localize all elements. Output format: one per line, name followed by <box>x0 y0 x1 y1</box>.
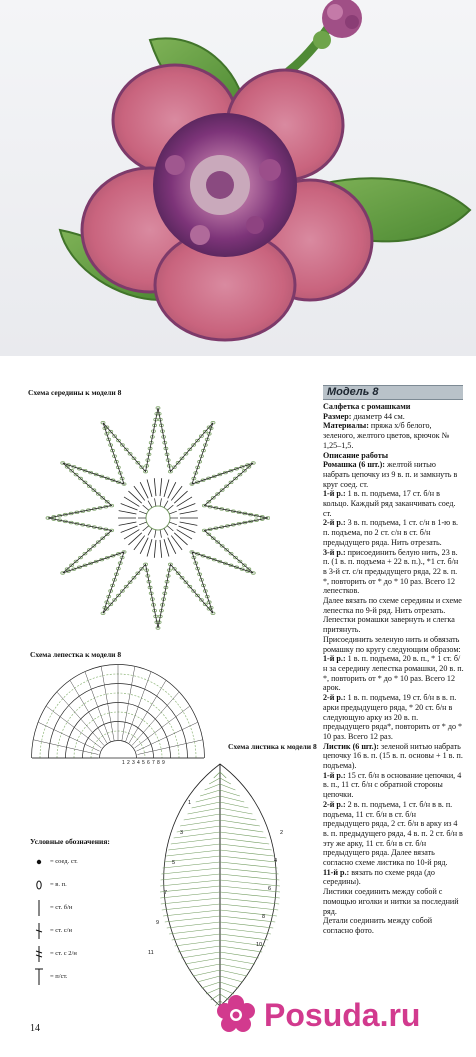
last-line: Детали соединить между собой согласно фото. <box>323 916 433 935</box>
petal-row-label: 9 <box>162 760 165 766</box>
leaf-stitch <box>220 856 276 862</box>
petal-row-label: 1 <box>122 760 125 766</box>
leaf-stitch <box>220 832 266 838</box>
stitch <box>160 540 162 558</box>
legend-label: = ст. б/н <box>50 904 73 911</box>
stitch <box>121 504 138 511</box>
leaf-stitch <box>220 922 273 928</box>
leaf-stitch <box>220 916 275 922</box>
leaf-stitch <box>220 892 280 898</box>
leaf-stitch <box>172 934 220 940</box>
row2-line: 2-й р.: 3 в. п. подъема, 1 ст. с/н в 1-ю в. п. подъема, по 2 ст. с/н в ст. б/н предыдущего ряда. Нить отрезать. <box>323 518 459 547</box>
leaf-row-label: 6 <box>268 886 272 892</box>
stitch <box>121 526 138 533</box>
leaf-stitch <box>220 928 271 934</box>
description-heading: Описание работы <box>323 450 389 460</box>
petal-spoke <box>101 667 114 741</box>
leaf-stitch <box>220 862 277 868</box>
petal-spoke <box>122 667 135 741</box>
leaf-stitch <box>192 802 220 808</box>
legend-label: = ст. с/н <box>50 927 72 934</box>
leaf-stitch <box>200 790 220 796</box>
petal-row-label: 6 <box>147 760 150 766</box>
leaf-stitch <box>220 934 268 940</box>
materials-line: Материалы: пряжа х/б белого, зеленого, желтого цветов, крючок № 1,25–1,5. <box>323 421 450 450</box>
petal-row-label: 8 <box>157 760 160 766</box>
petal-diagram-title: Схема лепестка к модели 8 <box>30 650 122 659</box>
leaf-stitch <box>214 772 220 778</box>
petal-row-label: 4 <box>137 760 140 766</box>
daisy-line: Ромашка (6 шт.): желтой нитью набрать цепочку из 9 в. п. и замкнуть в круг соед. ст. <box>323 460 458 489</box>
stitch <box>154 478 156 496</box>
stitch <box>139 522 147 525</box>
leaf-stitch <box>161 874 220 880</box>
model-label: Модель 8 <box>327 386 379 398</box>
stitch <box>148 528 152 535</box>
leaf-stitch <box>166 850 220 856</box>
leaf-row-label: 2 <box>280 830 284 836</box>
stitch <box>155 530 156 538</box>
crochet-flower-photo <box>0 0 476 356</box>
leaf-row-label: 8 <box>262 914 266 920</box>
leaf-stitch <box>220 808 252 814</box>
petals-line: Лепестки ромашки завернуть и слегка притянуть. <box>323 615 455 635</box>
size-line: Размер: диаметр 44 см. <box>323 411 405 421</box>
row1-line: 1-й р.: 1 в. п. подъема, 17 ст. б/н в кольцо. Каждый ряд заканчивать соед. ст. <box>323 489 456 518</box>
stitch <box>143 505 149 510</box>
legend-label: = соед. ст. <box>50 858 78 865</box>
leaf-stitch <box>220 904 278 910</box>
leaf-stitch <box>220 802 248 808</box>
leaf-stitch <box>220 784 235 790</box>
stitch <box>147 480 152 497</box>
stitch <box>167 505 173 510</box>
slip-stitch-icon <box>32 852 46 872</box>
legend-item <box>32 965 142 988</box>
instructions-title: Салфетка с ромашками <box>323 402 411 411</box>
legend-item <box>32 942 142 965</box>
leaf-stitch <box>220 778 231 784</box>
leaf-diagram <box>130 744 310 1014</box>
petal-row-label: 7 <box>152 760 155 766</box>
leaf-stitch <box>171 838 220 844</box>
leaf-stitch <box>220 772 226 778</box>
legend <box>32 850 142 988</box>
legend-label: = в. п. <box>50 881 67 888</box>
watermark <box>214 980 472 1050</box>
leaf-stitch <box>165 916 220 922</box>
stitch <box>167 526 173 531</box>
stitch <box>154 540 156 558</box>
petal-row-label: 5 <box>142 760 145 766</box>
leaf-stitch <box>220 844 272 850</box>
leaf-row-label: 1 <box>188 800 192 806</box>
leaf-stitch <box>184 814 220 820</box>
leaf-stitch <box>220 910 277 916</box>
double-crochet-icon <box>32 921 46 941</box>
legend-label: = ст. с 2/н <box>50 950 77 957</box>
leaf-stitch <box>161 868 220 874</box>
attach-line: Присоединить зеленую нить и обвязать ромашку по кругу следующим образом: 1-й р.: 1 в. п. подъема, 20 в. п., * 1 ст. б/н за середину лепестка ромашки, 20 в. п. *, повторить от * до * 10 раз. Всего 12 арок. <box>323 634 464 693</box>
stitch <box>179 526 196 533</box>
model-header-bar <box>323 385 463 400</box>
stitch <box>164 501 168 508</box>
leaf-stitch <box>168 844 220 850</box>
stitch <box>169 522 177 525</box>
join-line: Листики соединить между собой с помощью иголки и нитки за последний ряд. <box>323 887 459 916</box>
petal-spoke <box>85 672 110 741</box>
stitch <box>119 522 137 525</box>
leaf-row-label: 10 <box>256 942 263 948</box>
watermark-text: Posuda.ru <box>264 996 421 1033</box>
leaf-stitch <box>220 964 251 970</box>
leaf-row-label: 11 <box>148 950 154 956</box>
petal-row-label: 3 <box>132 760 135 766</box>
flower-logo-icon <box>214 993 258 1037</box>
leaf-stitch <box>209 778 220 784</box>
stitch <box>148 501 152 508</box>
leaf-stitch <box>220 898 279 904</box>
leaf-stitch <box>193 970 220 976</box>
petal-spoke <box>39 722 100 751</box>
leaf-line: Листик (6 шт.): зеленой нитью набрать цепочку 16 в. п. (15 в. п. основы + 1 в. п. подъема). <box>323 741 463 771</box>
stitch <box>160 498 161 506</box>
stitch <box>169 511 177 514</box>
leaf-stitch <box>220 820 260 826</box>
instructions-body <box>323 402 464 936</box>
page-number: 14 <box>30 1023 40 1034</box>
leaf-stitch <box>180 820 220 826</box>
stitch <box>180 511 198 514</box>
leaf-row-label: 5 <box>172 860 176 866</box>
leaf-stitch <box>185 958 220 964</box>
leaf-stitch <box>169 928 220 934</box>
stitch <box>164 539 169 556</box>
leaf-stitch <box>220 790 240 796</box>
row3-line: 3-й р.: присоединить белую нить, 23 в. п. (1 в. п. подъема + 22 в. п.)., *1 ст. б/н в 3-й ст. с/н предыдущего ряда, 22 в. п. *, повторить от * до * 10 раз. Всего 12 лепестков. <box>323 547 459 596</box>
center-diagram-title: Схема середины к модели 8 <box>28 388 122 397</box>
flower-illustration <box>0 0 476 356</box>
leaf-row1-line: 1-й р.: 15 ст. б/н в основание цепочки, 4 в. п., 11 ст. б/н с обратной стороны цепочки. <box>323 770 462 800</box>
stitch <box>155 498 156 506</box>
leaf-stitch <box>160 892 220 898</box>
pattern-page <box>0 356 476 1057</box>
leaf-stitch <box>220 868 279 874</box>
leaf-stitch <box>220 874 279 880</box>
stitch <box>164 480 169 497</box>
stitch <box>179 504 196 511</box>
leaf-row11-line: 11-й р.: вязать по схеме ряда (до середины). <box>323 867 435 887</box>
leaf-stitch <box>205 784 220 790</box>
legend-item <box>32 850 142 873</box>
leaf-row-label: 7 <box>164 890 168 896</box>
leaf-stitch <box>220 796 244 802</box>
stitch <box>143 526 149 531</box>
stitch <box>164 528 168 535</box>
legend-item <box>32 919 142 942</box>
chain-icon <box>32 875 46 895</box>
leaf-stitch <box>160 880 220 886</box>
leaf-stitch <box>178 946 220 952</box>
leaf-stitch <box>220 970 247 976</box>
further-line: Далее вязать по схеме середины и схеме лепестка по 9-й ряд. Нить отрезать. <box>323 596 462 615</box>
petal-row-label: 2 <box>127 760 130 766</box>
legend-title: Условные обозначения: <box>30 837 110 846</box>
leaf-stitch <box>220 838 269 844</box>
leaf-stitch <box>188 808 220 814</box>
petal-spoke <box>57 692 104 745</box>
center-ring <box>146 506 170 530</box>
stitch <box>160 478 162 496</box>
single-crochet-icon <box>32 898 46 918</box>
treble-crochet-icon <box>32 944 46 964</box>
leaf-stitch <box>161 898 220 904</box>
leaf-stitch <box>163 910 220 916</box>
leaf-stitch <box>177 826 220 832</box>
leaf-row-label: 9 <box>156 920 160 926</box>
leaf-stitch <box>220 958 255 964</box>
leaf-stitch <box>167 922 220 928</box>
legend-label: = п/ст. <box>50 973 68 980</box>
center-diagram <box>40 396 270 641</box>
stitch <box>119 511 137 514</box>
legend-item <box>32 896 142 919</box>
leaf-chart <box>148 764 283 1006</box>
stitch <box>160 530 161 538</box>
leaf-stitch <box>220 850 274 856</box>
attach-row2-line: 2-й р.: 1 в. п. подъема, 19 ст. б/н в в. п. арки предыдущего ряда, * 20 ст. б/н в следующую арку из 20 в. п. предыдущего ряда*, повторить от * до * 10 раз. Всего 12 раз. <box>323 693 463 741</box>
legend-item <box>32 873 142 896</box>
petal-spoke <box>132 692 179 745</box>
leaf-row-label: 4 <box>274 858 278 864</box>
leaf-row2-line: 2-й р.: 2 в. п. подъема, 1 ст. б/н в в. п. подъема, 11 ст. б/н в ст. б/н предыдущего ряда, 2 ст. б/н в арку из 4 в. п. предыдущего ряда, 4 в. п. 2 ст. б/н в эту же арку, 11 ст. б/н в ст. б/н предыдущего ряда. Далее вязать согласно схеме листика по 10-й ряд. <box>323 799 463 868</box>
stitch <box>139 511 147 514</box>
leaf-stitch <box>220 952 259 958</box>
leaf-stitch <box>175 940 220 946</box>
leaf-stitch <box>189 964 220 970</box>
half-double-icon <box>32 967 46 987</box>
leaf-stitch <box>160 886 220 892</box>
leaf-stitch <box>181 952 220 958</box>
star-chart <box>46 407 270 630</box>
leaf-stitch <box>196 796 220 802</box>
leaf-diagram-title: Схема листика к модели 8 <box>228 742 317 751</box>
leaf-stitch <box>220 826 263 832</box>
star-outline <box>48 408 268 628</box>
stitch <box>180 522 198 525</box>
leaf-stitch <box>162 904 220 910</box>
stitch <box>147 539 152 556</box>
petal-spoke <box>126 672 151 741</box>
leaf-row-label: 3 <box>180 830 184 836</box>
leaf-stitch <box>220 814 256 820</box>
